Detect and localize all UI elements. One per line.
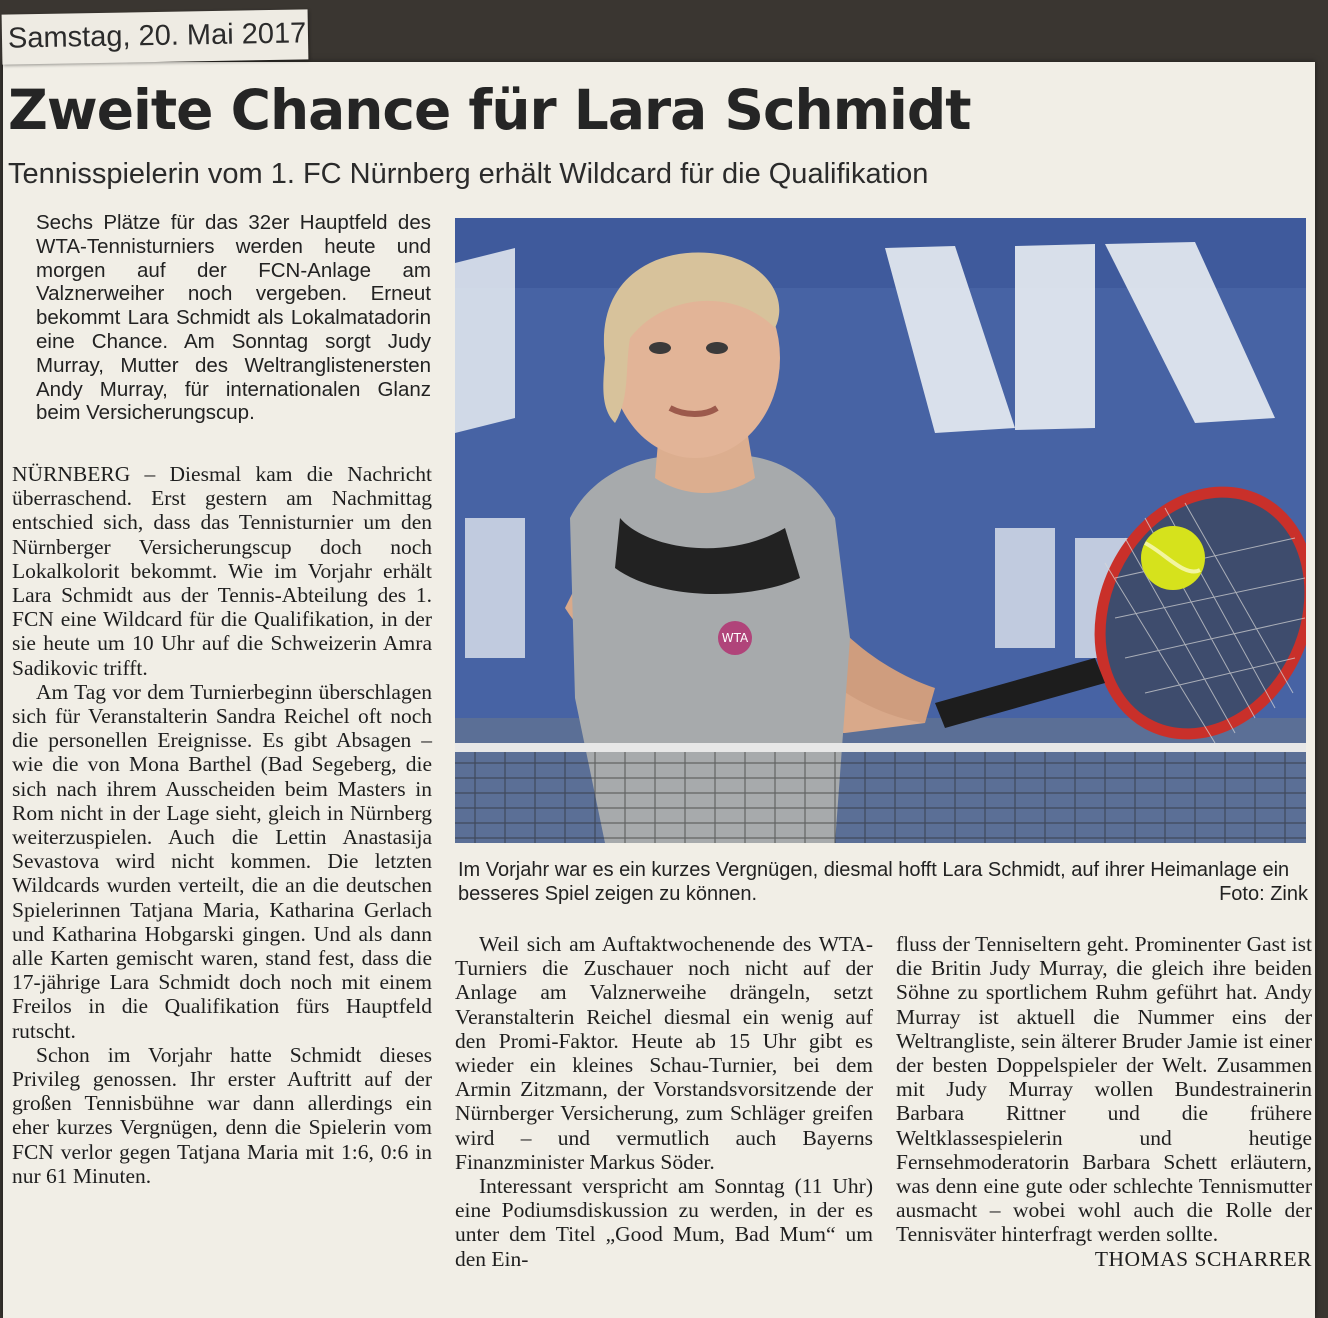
photo-caption xyxy=(458,858,1308,906)
caption-text: Im Vorjahr war es ein kurzes Vergnügen, diesmal hofft Lara Schmidt, auf ihrer Heimanlage ein besseres Spiel zeigen zu können. xyxy=(458,859,1290,905)
article-photo xyxy=(455,218,1306,843)
photo-credit: Foto: Zink xyxy=(1219,883,1308,905)
date-label: Samstag, 20. Mai 2017 xyxy=(7,17,307,55)
article-column-3 xyxy=(896,932,1312,1271)
paragraph: Weil sich am Auftaktwochenende des WTA-Turniers die Zuschauer noch nicht auf der Anlage am Valznerweihe drängeln, setzt Veranstalterin Reichel diesmal ein wenig auf den Promi-Faktor. Heute ab 15 Uhr gibt es wieder ein kleines Schau-Turnier, bei dem Armin Zitzmann, der Vorstandsvorsitzende der Nürnberger Versicherung, zum Schläger greifen wird – und vermutlich auch Bayerns Finanzminister Markus Söder. xyxy=(455,932,873,1174)
lead-paragraph: Sechs Plätze für das 32er Hauptfeld des WTA-Tennisturniers werden heute und morgen auf der FCN-Anlage am Valznerweiher noch vergeben. Erneut bekommt Lara Schmidt als Lokalmatadorin eine Chance. Am Sonntag sorgt Judy Murray, Mutter des Weltranglistenersten Andy Murray, für internationalen Glanz beim Versicherungscup. xyxy=(36,211,431,425)
article-column-1 xyxy=(12,462,432,1188)
article-column-2 xyxy=(455,932,873,1271)
headline: Zweite Chance für Lara Schmidt xyxy=(8,78,971,142)
shirt-logo-text: WTA xyxy=(721,631,749,645)
paragraph: NÜRNBERG – Diesmal kam die Nachricht überraschend. Erst gestern am Nachmittag entschied sich, dass das Tennisturnier um den Nürnberger Versicherungscup doch noch Lokalkolorit bekommt. Wie im Vorjahr erhält Lara Schmidt aus der Tennis-Abteilung des 1. FCN eine Wildcard für die Qualifikation, in der sie heute um 10 Uhr auf die Schweizerin Amra Sadikovic trifft. xyxy=(12,462,432,680)
date-slip xyxy=(2,9,309,64)
paragraph: Am Tag vor dem Turnierbeginn überschlagen sich für Veranstalterin Sandra Reichel oft noch die personellen Ereignisse. Es gibt Absagen – wie die von Mona Barthel (Bad Segeberg, die sich nach ihrem Ausscheiden beim Masters in Rom nicht in der Lage sieht, gleich in Nürnberg weiterzuspielen. Auch die Lettin Anastasija Sevastova wird nicht kommen. Die letzten Wildcards wurden verteilt, die an die deutschen Spielerinnen Tatjana Maria, Katharina Gerlach und Katharina Hobgarski gingen. Und als dann alle Karten gemischt waren, stand fest, dass die 17-jährige Lara Schmidt doch noch mit einem Freilos in die Qualifikation fürs Hauptfeld rutscht. xyxy=(12,679,432,1043)
author-byline: THOMAS SCHARRER xyxy=(1094,1246,1312,1271)
paragraph: fluss der Tenniseltern geht. Prominenter Gast ist die Britin Judy Murray, die gleich ihre beiden Söhne zu sportlichem Ruhm geführt hat. Andy Murray ist aktuell die Nummer eins der Weltrangliste, sein älterer Bruder Jamie ist einer der besten Doppelspieler der Welt. Zusammen mit Judy Murray wollen Bundestrainerin Barbara Rittner und die frühere Weltklassespielerin und heutige Fernsehmoderatorin Barbara Schett erläutern, was denn eine gute oder schlechte Tennismutter ausmacht – wobei wohl auch die Rolle der Tennisväter hinterfragt werden sollte. xyxy=(896,932,1312,1247)
subheadline: Tennisspielerin vom 1. FC Nürnberg erhält Wildcard für die Qualifikation xyxy=(8,158,929,190)
tennis-player-photo xyxy=(455,218,1306,843)
paragraph: Interessant verspricht am Sonntag (11 Uhr) eine Podiumsdiskussion zu werden, in der es unter dem Titel „Good Mum, Bad Mum“ um den Ein- xyxy=(455,1174,873,1271)
paragraph: Schon im Vorjahr hatte Schmidt dieses Privileg genossen. Ihr erster Auftritt auf der großen Tennisbühne war dann allerdings ein eher kurzes Vergnügen, denn die Spielerin vom FCN verlor gegen Tatjana Maria mit 1:6, 0:6 in nur 61 Minuten. xyxy=(12,1042,432,1188)
